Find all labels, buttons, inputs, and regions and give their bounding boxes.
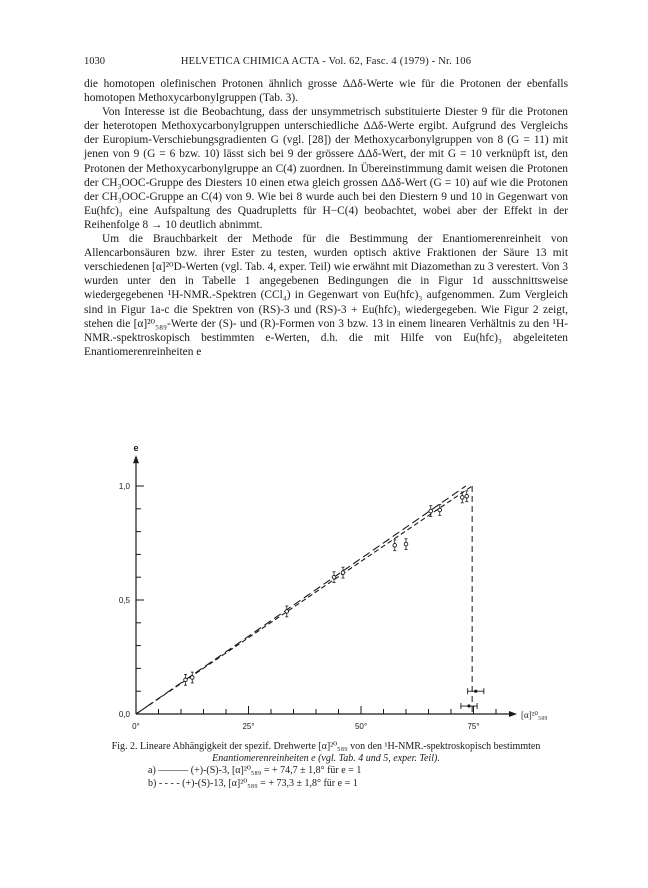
figure-caption [84, 741, 568, 790]
data-point [184, 678, 188, 682]
data-point [404, 542, 408, 546]
paragraph-3: Um die Brauchbarkeit der Methode für die Bestimmung der Enantiomerenreinheit von Allencarbonsäuren bzw. ihrer Ester zu testen, wurden optisch aktive Fraktionen der Säure 13 mit verschiedenen [α]²⁰D-Werten (vgl. Tab. 4, exper. Teil) wie erwähnt mit Diazomethan zu 3 verestert. Von 3 wurden unter den in Tabelle 1 angegebenen Bedingungen die in Figur 1d ausschnittsweise wiedergegebenen ¹H-NMR.-Spektren (CCl₄) in Gegenwart von Eu(hfc)₃ aufgenommen. Zum Vergleich sind in Figur 1a-c die Spektren von (RS)-3 und (RS)-3 + Eu(hfc)₃ wiedergegeben. Wie Figur 2 zeigt, stehen die [α]²⁰₅₈₉-Werte der (S)- und (R)-Formen von 3 bzw. 13 in einem linearen Verhältnis zu den ¹H-NMR.-spektroskopisch bestimmten e-Werten, d.h. die mit Hilfe von Eu(hfc)₃ abgeleiteten Enantiomerenreinheiten e [84, 233, 568, 358]
data-point [438, 508, 442, 512]
journal-title: HELVETICA CHIMICA ACTA - Vol. 62, Fasc. 4 (1979) - Nr. 106 [180, 56, 472, 67]
chart-points [184, 491, 484, 709]
caption-series-b: b) - - - - (+)-(S)-13, [α]²⁰₅₈₉ = + 73,3 ± 1,8° für e = 1 [148, 777, 358, 789]
x-tick-label: 75° [467, 722, 480, 731]
data-point [465, 494, 469, 498]
x-error-center [467, 704, 470, 707]
data-point [429, 509, 433, 513]
data-point [460, 496, 464, 500]
data-point [332, 575, 336, 579]
y-tick-label: 0,5 [118, 596, 130, 605]
data-point [285, 610, 289, 614]
data-point [393, 543, 397, 547]
paragraph-1: die homotopen olefinischen Protonen ähnlich grosse ΔΔδ-Werte wie für die Protonen der ebenfalls homotopen Methoxycarbonylgruppen (Tab. 3). [84, 78, 568, 105]
caption-series-a: a) ——— (+)-(S)-3, [α]²⁰₅₈₉ = + 74,7 ± 1,8° für e = 1 [148, 765, 362, 777]
x-error-center [474, 690, 477, 693]
body-text [84, 77, 568, 359]
paragraph-2: Von Interesse ist die Beobachtung, dass der unsymmetrisch substituierte Diester 9 für die Protonen der heterotopen Methoxycarbonylgruppen unterschiedliche ΔΔδ-Werte ergibt. Aufgrund des Vergleichs der Europium-Verschiebungsgradienten G (vgl. [28]) der Methoxycarbonylgruppen von 8 (G = 11) mit jenen von 9 (G = 6 bzw. 10) lässt sich bei 9 der grössere ΔΔδ-Wert, der mit G = 10 verknüpft ist, den Protonen der Methoxycarbonylgruppe an C(4) zuordnen. In Übereinstimmung damit weisen die Protonen der CH₃OOC-Gruppe des Diesters 10 einen etwa gleich grossen ΔΔδ-Wert (G = 10) auf wie die Protonen der CH₃OOC-Gruppe an C(4) von 9. Wie bei 8 wurde auch bei den Diestern 9 und 10 in Gegenwart von Eu(hfc)₃ eine Aufspaltung des Quadrupletts für H−C(4) beobachtet, wobei aber der Effekt in der Reihenfolge 8 → 10 deutlich abnimmt. [84, 106, 568, 231]
x-tick-label: 0° [132, 722, 140, 731]
chart-svg [84, 432, 568, 740]
x-tick-label: 50° [354, 722, 368, 731]
data-point [190, 676, 194, 680]
data-point [341, 571, 345, 575]
caption-line-1: Fig. 2. Lineare Abhängigkeit der spezif. Drehwerte [α]²⁰₅₈₉ von den ¹H-NMR.-spektroskopisch bestimmten [111, 741, 541, 752]
chart-labels [119, 443, 548, 731]
x-tick-label: 25° [242, 722, 255, 731]
x-axis-arrow [509, 711, 517, 717]
x-axis-label: [α]²⁰₅₈₉ [521, 710, 548, 720]
chart-ticks [136, 486, 496, 714]
figure-2 [84, 432, 568, 740]
y-axis-label: e [133, 443, 139, 454]
caption-line-2: Enantiomerenreinheiten e (vgl. Tab. 4 und 5, exper. Teil). [212, 753, 440, 765]
page-number: 1030 [84, 56, 105, 67]
running-header [84, 56, 568, 70]
y-axis-arrow [133, 455, 139, 463]
y-tick-label: 0,0 [118, 710, 130, 719]
y-tick-label: 1,0 [118, 482, 130, 491]
